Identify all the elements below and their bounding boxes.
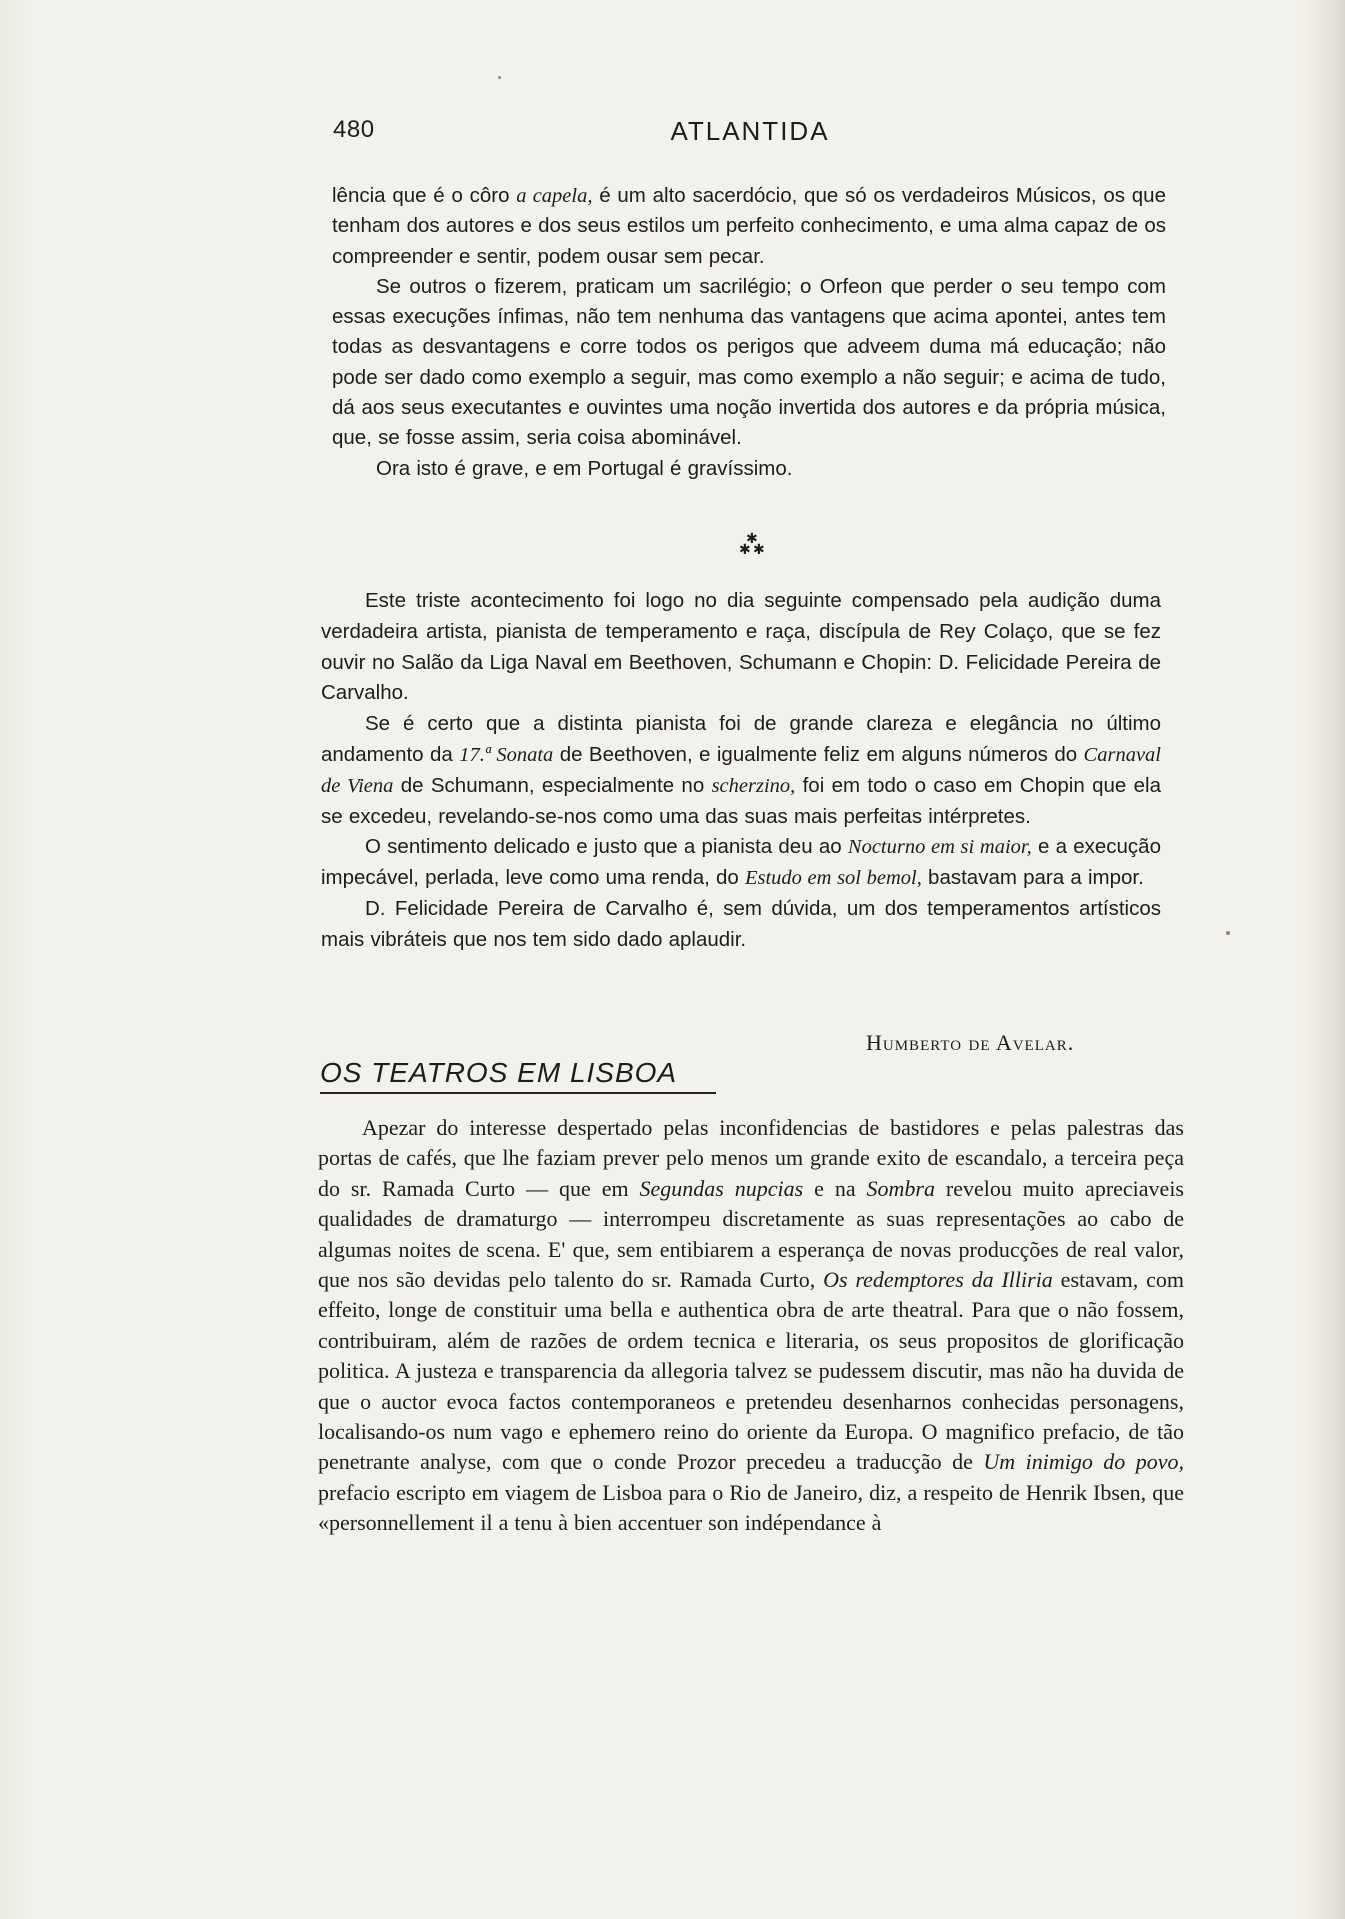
italic-title: 17.ª Sonata (459, 743, 554, 766)
text-run: lência que é o côro (332, 184, 517, 207)
text-run: Apezar do interesse despertado pelas inconfidencias de bastidores e pelas palestras das portas de cafés, que lhe faziam prever pelo menos um grande exito de escandalo, a terceira peça do sr. Ramada Curto — que em (318, 1115, 1184, 1201)
journal-title: ATLANTIDA (670, 116, 830, 146)
italic-title: Carnaval de Viena (321, 743, 1161, 797)
article-piano-recital (321, 586, 1161, 956)
paragraph (332, 181, 1166, 272)
italic-term: a capela, (516, 185, 593, 207)
paper-speck (1226, 931, 1230, 935)
author-signature: Humberto de Avelar. (866, 1030, 1075, 1055)
italic-title: Os redemptores da Illiria (823, 1267, 1053, 1293)
paragraph: Se outros o fizerem, praticam um sacrilégio; o Orfeon que perder o seu tempo com essas execuções ínfimas, não tem nenhuma das vantagens que acima apontei, antes tem todas as desvantagens e corre todos os perigos que adveem duma má educação; não pode ser dado como exemplo a seguir, mas como exemplo a não seguir; e acima de tudo, dá aos seus executantes e ouvintes uma noção invertida dos autores e da própria música, que, se fosse assim, seria coisa abominável. (332, 274, 1166, 450)
text-run: de Schumann, especialmente no (393, 773, 712, 797)
italic-title: Um inimigo do povo, (983, 1449, 1185, 1475)
italic-title: Nocturno em si maior, (847, 836, 1032, 859)
asterisk-icon: ✱ (739, 542, 751, 558)
text-run: prefacio escripto em viagem de Lisboa para o Rio de Janeiro, diz, a respeito de Henrik Ibsen, que «personnellement il a tenu à bien accentuer son indépendance à (318, 1479, 1184, 1536)
asterisk-icon: ✱ (746, 531, 758, 547)
text-run: e na (803, 1175, 867, 1201)
text-run: Se é certo que a distinta pianista foi de grande clareza e elegância no último andamento da (321, 712, 1161, 766)
text-run: revelou muito apreciaveis qualidades de dramaturgo — interrompeu discretamente as suas representações ao cabo de algumas noites de scena. E' que, sem entibiarem a esperança de novas producções de real valor, que nos são devidas pelo talento do sr. Ramada Curto, (318, 1175, 1184, 1293)
page-number: 480 (333, 116, 375, 143)
text-run: bastavam para a impor. (921, 866, 1144, 890)
italic-title: Sombra (866, 1175, 935, 1201)
asterisk-icon: ✱ (753, 542, 765, 558)
text-run: e a execução impecável, perlada, leve como uma renda, do (321, 835, 1161, 890)
text-run: de Beethoven, e igualmente feliz em alguns números do (553, 742, 1084, 766)
text-run: estavam, com effeito, longe de constituir uma bella e authentica obra de arte theatral. Para que o não fossem, contribuiram, além de razões de ordem tecnica e literaria, os seus propositos de glorificação politica. A justeza e transparencia da allegoria talvez se pudessem discutir, mas não ha duvida de que o auctor evoca factos contemporaneos e pretendeu desenharnos conhecidas personagens, localisando-os num vago e ephemero reino do oriente da Europa. O magnifico prefacio, de tão penetrante analyse, com que o conde Prozor precedeu a traducção de (318, 1267, 1184, 1475)
paragraph: Este triste acontecimento foi logo no dia seguinte compensado pela audição duma verdadeira artista, pianista de temperamento e raça, discípula de Rey Colaço, que se fez ouvir no Salão da Liga Naval em Beethoven, Schumann e Chopin: D. Felicidade Pereira de Carvalho. (321, 589, 1161, 705)
section-heading: OS TEATROS EM LISBOA (320, 1057, 678, 1088)
running-head (333, 112, 1137, 152)
text-run: foi em todo o caso em Chopin que ela se excedeu, revelando-se-nos como uma das suas mais perfeitas intérpretes. (321, 773, 1161, 828)
paper-speck (498, 76, 501, 79)
paragraph: D. Felicidade Pereira de Carvalho é, sem dúvida, um dos temperamentos artísticos mais vibráteis que nos tem sido dado aplaudir. (321, 896, 1161, 951)
text-run: é um alto sacerdócio, que só os verdadeiros Músicos, os que tenham dos autores e dos seus estilos um perfeito conhecimento, e uma alma capaz de os compreender e sentir, podem ousar sem pecar. (332, 184, 1166, 268)
paragraph: Ora isto é grave, e em Portugal é gravíssimo. (376, 456, 793, 480)
italic-title: Segundas nupcias (639, 1175, 804, 1201)
paragraph (318, 1113, 1184, 1539)
asterism-separator (736, 532, 776, 562)
paragraph (321, 709, 1161, 832)
italic-title: scherzino, (711, 774, 796, 797)
text-run: O sentimento delicado e justo que a pianista deu ao (365, 835, 848, 859)
italic-title: Estudo em sol bemol, (744, 867, 922, 890)
article-lisbon-theatres (318, 1113, 1184, 1539)
paragraph (321, 832, 1161, 894)
section-underline (320, 1092, 716, 1094)
article-choral-music (332, 181, 1166, 484)
